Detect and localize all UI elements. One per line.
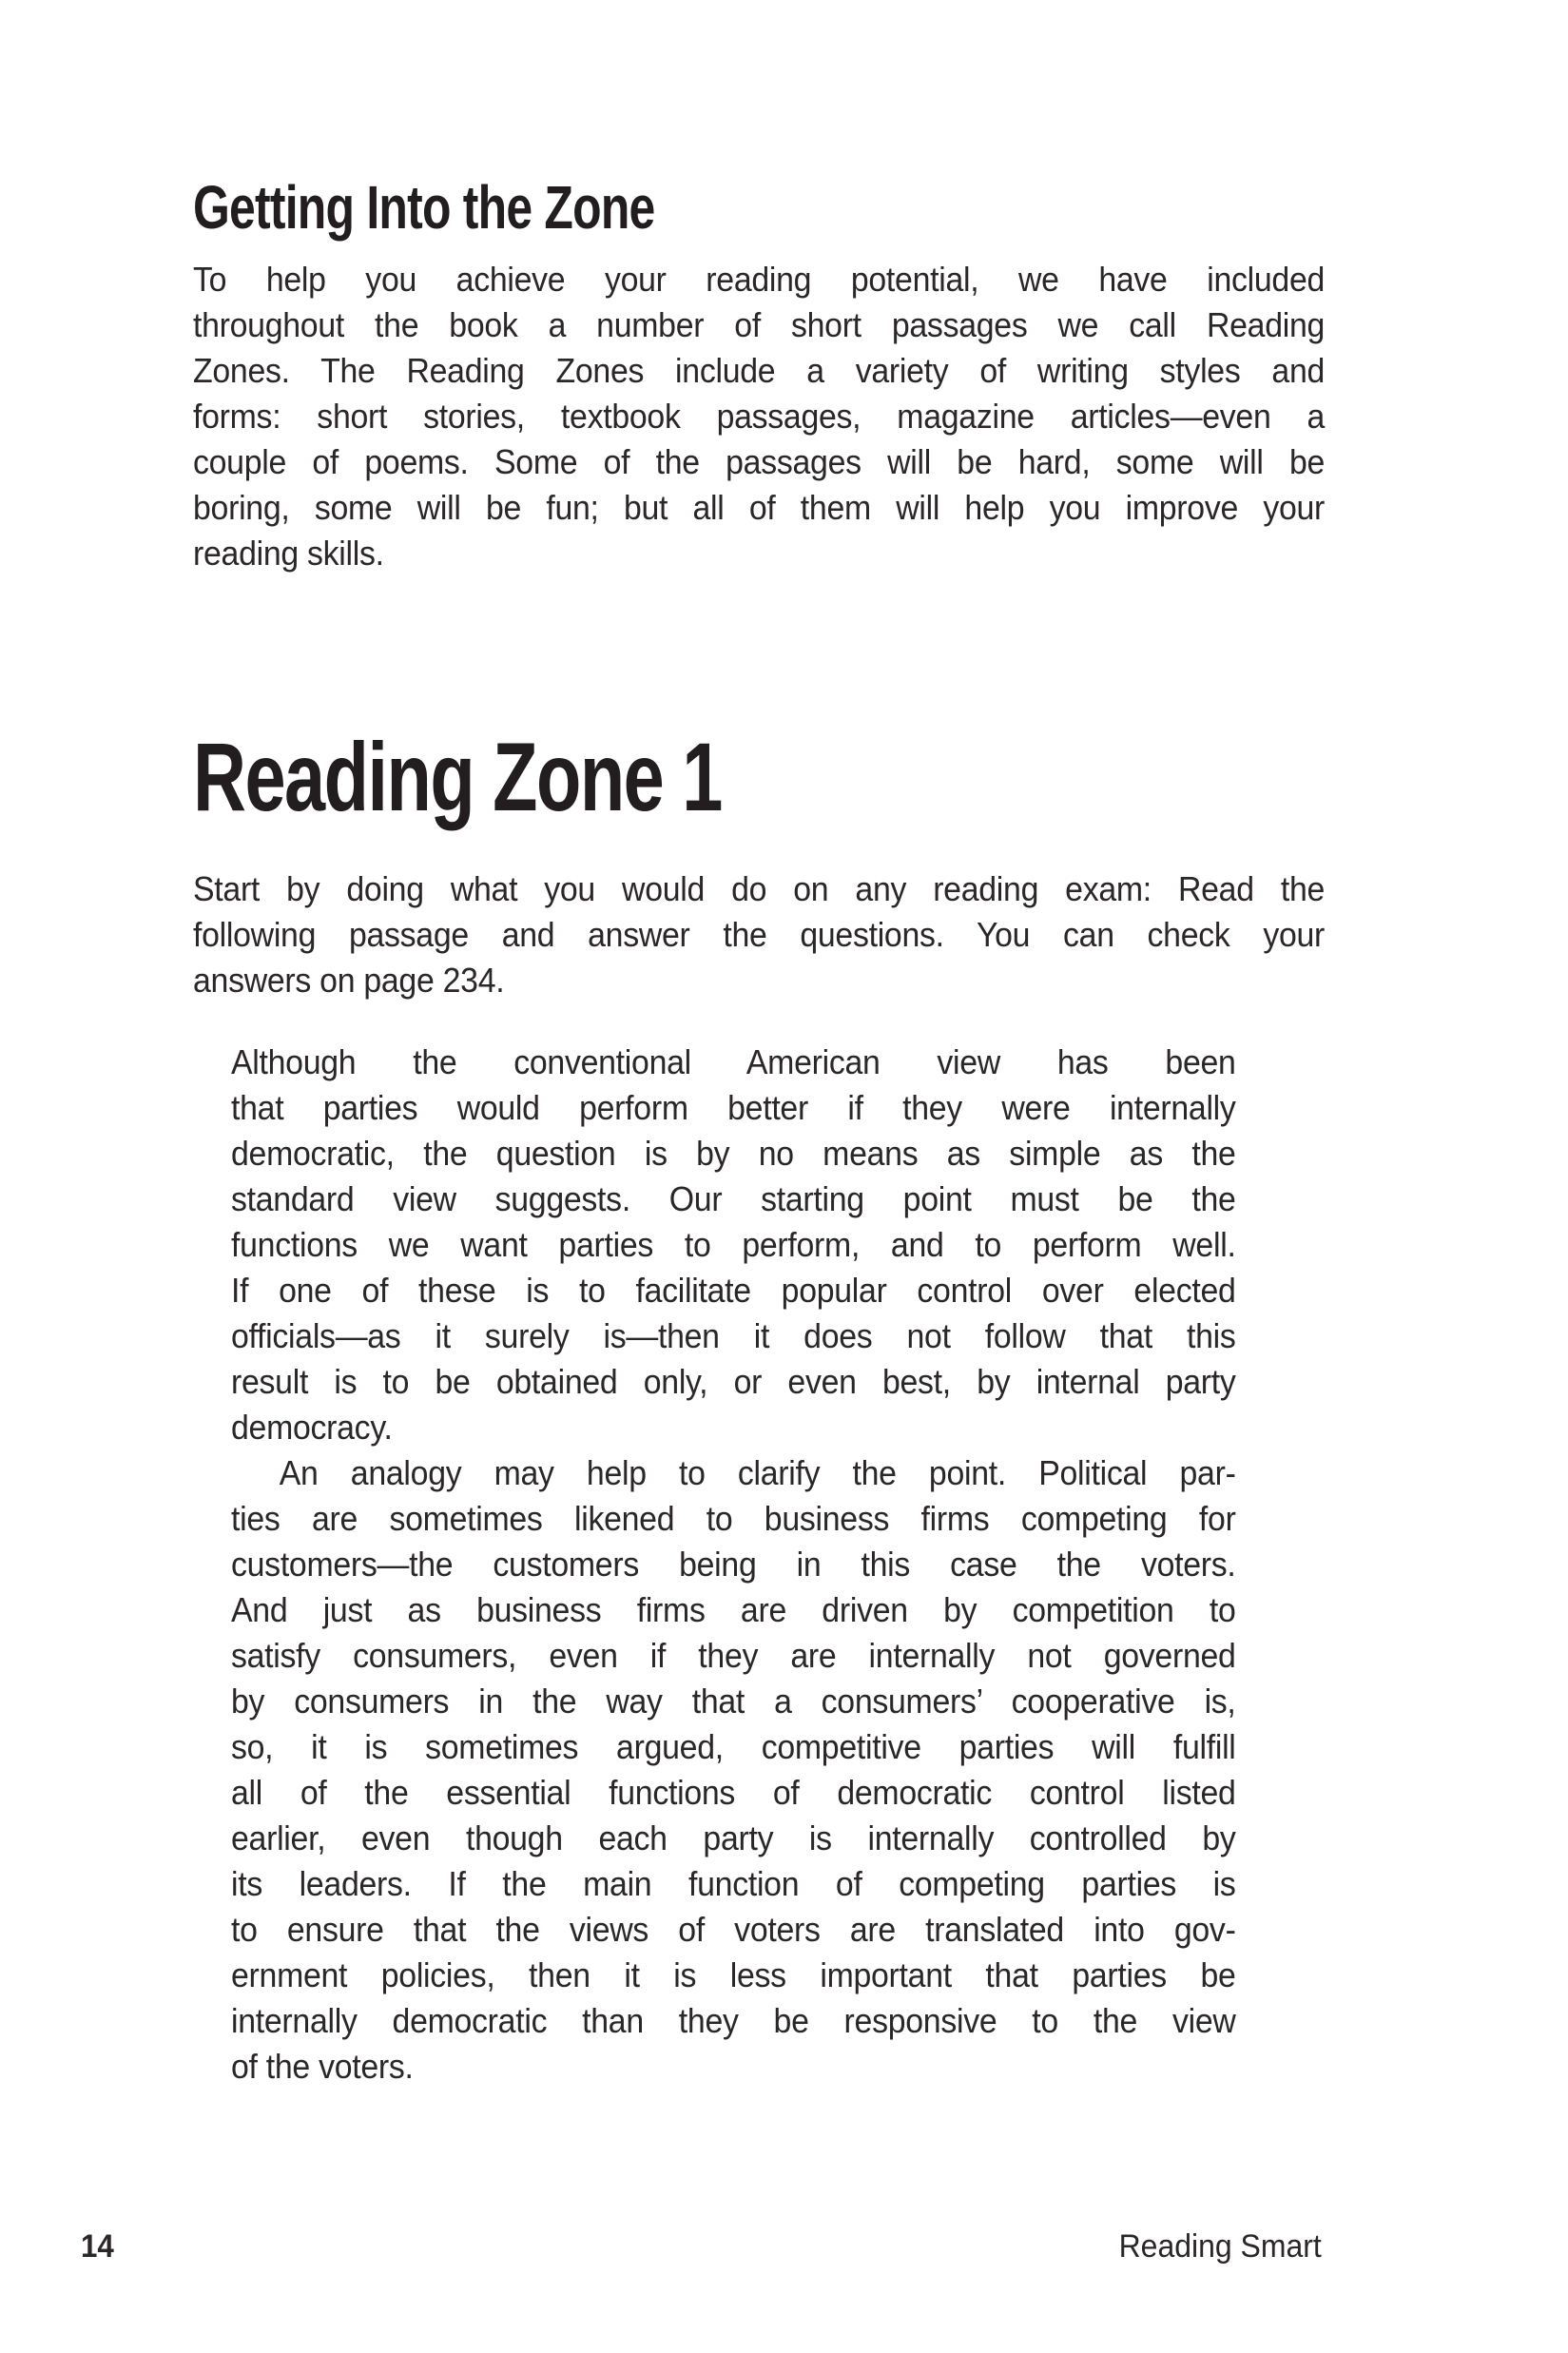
text-line: internally democratic than they be responsive to the view xyxy=(231,2001,1236,2040)
text-line: democracy. xyxy=(231,1408,393,1447)
text-line: following passage and answer the questions. You can check your xyxy=(193,915,1326,954)
text-line: customers—the customers being in this case the voters. xyxy=(231,1545,1236,1584)
section-heading-getting-into-the-zone: Getting Into the Zone xyxy=(193,173,655,242)
text-line: couple of poems. Some of the passages will be hard, some will be xyxy=(193,442,1326,481)
text-line: forms: short stories, textbook passages, magazine articles—even a xyxy=(193,397,1326,436)
intro-paragraph xyxy=(193,257,1325,576)
text-line: that parties would perform better if they were internally xyxy=(231,1088,1236,1127)
text-line: functions we want parties to perform, and to perform well. xyxy=(231,1225,1236,1264)
page-number: 14 xyxy=(81,2228,114,2265)
text-line: so, it is sometimes argued, competitive parties will fulfill xyxy=(231,1727,1236,1766)
text-line: Start by doing what you would do on any reading exam: Read the xyxy=(193,869,1326,908)
chapter-heading-reading-zone-1: Reading Zone 1 xyxy=(193,723,722,831)
text-line: ties are sometimes likened to business firms competing for xyxy=(231,1499,1236,1538)
text-line: Zones. The Reading Zones include a variety of writing styles and xyxy=(193,351,1326,390)
text-line: democratic, the question is by no means as simple as the xyxy=(231,1134,1236,1173)
text-line: An analogy may help to clarify the point. Political par- xyxy=(279,1453,1236,1492)
text-line: To help you achieve your reading potential, we have included xyxy=(193,260,1326,299)
text-line: its leaders. If the main function of competing parties is xyxy=(231,1864,1236,1903)
text-line: Although the conventional American view has been xyxy=(231,1042,1236,1081)
text-line: answers on page 234. xyxy=(193,961,505,1000)
text-line: If one of these is to facilitate popular control over elected xyxy=(231,1271,1236,1310)
reading-passage xyxy=(231,1040,1236,2090)
instructions-paragraph xyxy=(193,866,1325,1003)
text-line: throughout the book a number of short passages we call Reading xyxy=(193,305,1326,344)
text-line: ernment policies, then it is less important that parties be xyxy=(231,1955,1236,1994)
text-line: reading skills. xyxy=(193,534,384,573)
text-line: officials—as it surely is—then it does not follow that this xyxy=(231,1316,1236,1355)
text-line: satisfy consumers, even if they are internally not governed xyxy=(231,1636,1236,1675)
passage-paragraph-1 xyxy=(231,1040,1236,1450)
text-line: And just as business firms are driven by competition to xyxy=(231,1590,1236,1629)
text-line: of the voters. xyxy=(231,2047,414,2086)
text-line: result is to be obtained only, or even best, by internal party xyxy=(231,1362,1236,1401)
text-line: by consumers in the way that a consumers’ cooperative is, xyxy=(231,1682,1236,1721)
text-line: earlier, even though each party is internally controlled by xyxy=(231,1818,1236,1857)
running-footer-book-title: Reading Smart xyxy=(1118,2228,1322,2265)
text-line: standard view suggests. Our starting point must be the xyxy=(231,1179,1236,1218)
text-line: boring, some will be fun; but all of them will help you improve your xyxy=(193,488,1326,527)
text-line: to ensure that the views of voters are translated into gov- xyxy=(231,1910,1236,1949)
passage-paragraph-2 xyxy=(231,1450,1236,2090)
page-footer xyxy=(81,2227,1322,2265)
text-line: all of the essential functions of democratic control listed xyxy=(231,1773,1236,1812)
